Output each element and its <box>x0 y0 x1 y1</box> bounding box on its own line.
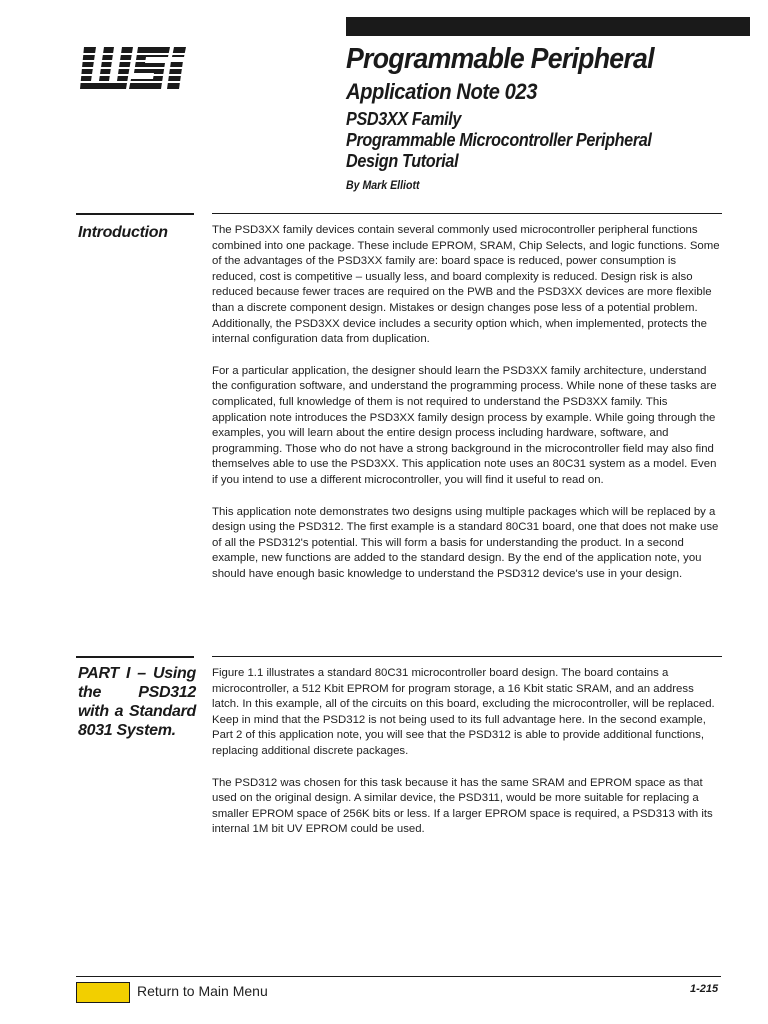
part1-text-rule <box>212 656 722 657</box>
intro-paragraph-3: This application note demonstrates two designs using multiple packages which will be replaced by a design using the PSD312. The first example is a standard 80C31 board, one that does not make use of all the PSD312's potential. This will form a basis for understanding the product. In a second example, new functions are added to the standard design. By the end of the application note, you should have enough basic knowledge to understand the PSD312 device's use in your design. <box>212 505 719 580</box>
intro-heading: Introduction <box>78 224 168 241</box>
part1-heading: PART I – Using the PSD312 with a Standard 8031 System. <box>78 665 196 739</box>
doc-subtitle: Application Note 023 <box>346 79 537 104</box>
part1-paragraph-1: Figure 1.1 illustrates a standard 80C31 microcontroller board design. The board contains a microcontroller, a 512 Kbit EPROM for program storage, a 16 Kbit static SRAM, and an address latch. In this example, all of the circuits on this board, excluding the microcontroller, will be replaced. Keep in mind that the PSD312 is not being used to its full advantage here. In the second example, Part 2 of this application note, you will see that the PSD312 is able to provide additional functions, replacing additional discrete packages. <box>212 667 715 757</box>
return-to-main-menu-link[interactable]: Return to Main Menu <box>137 983 268 999</box>
part1-side-rule <box>76 656 194 658</box>
intro-side-rule <box>76 213 194 215</box>
header-bar <box>346 17 750 36</box>
topic-line-2: Programmable Microcontroller Peripheral <box>346 130 652 150</box>
author-line: By Mark Elliott <box>346 180 420 192</box>
footer-rule <box>76 976 721 977</box>
intro-text-rule <box>212 213 722 214</box>
wsi-logo <box>76 45 194 90</box>
page-number: 1-215 <box>690 983 719 995</box>
intro-paragraph-1: The PSD3XX family devices contain several commonly used microcontroller peripheral functions combined into one package. These include EPROM, SRAM, Chip Selects, and logic functions. Some of the advantages of the PSD3XX family are: board space is reduced, power consumption is reduced, cost is competitive – usually less, and board complexity is reduced. Design risk is also reduced because fewer traces are required on the PWB and the PSD3XX devices are more flexible than a discrete component design. Mistakes or design changes pose less of a potential problem. Additionally, the PSD3XX device includes a security option which, when implemented, protects the internal configuration data from duplication. <box>212 224 720 346</box>
topic-line-1: PSD3XX Family <box>346 109 462 129</box>
intro-section <box>212 223 722 598</box>
part1-paragraph-2: The PSD312 was chosen for this task because it has the same SRAM and EPROM space as that used on the original design. A similar device, the PSD311, would be more suitable for replacing a smaller EPROM space of 256K bits or less. If a larger EPROM space is required, a PSD313 with its internal 1M bit UV EPROM could be used. <box>212 776 713 836</box>
topic-line-3: Design Tutorial <box>346 151 459 171</box>
part1-section <box>212 666 722 854</box>
main-menu-button[interactable] <box>76 982 130 1003</box>
intro-paragraph-2: For a particular application, the designer should learn the PSD3XX family architecture, understand the configuration software, and understand the programming process. While none of these tasks are complicated, full knowledge of them is not required to understand the PSD3XX family. This application note introduces the PSD3XX family design process by example. While going through the examples, you will learn about the entire design process including hardware, software, and programming. Those who do not have a strong background in the microcontroller field may also find themselves able to use the PSD3XX. This application note uses an 80C31 system as a model. Even if you intend to use a different microcontroller, you will find it useful to read on. <box>212 364 717 486</box>
doc-title: Programmable Peripheral <box>346 43 654 75</box>
title-block <box>346 40 746 192</box>
